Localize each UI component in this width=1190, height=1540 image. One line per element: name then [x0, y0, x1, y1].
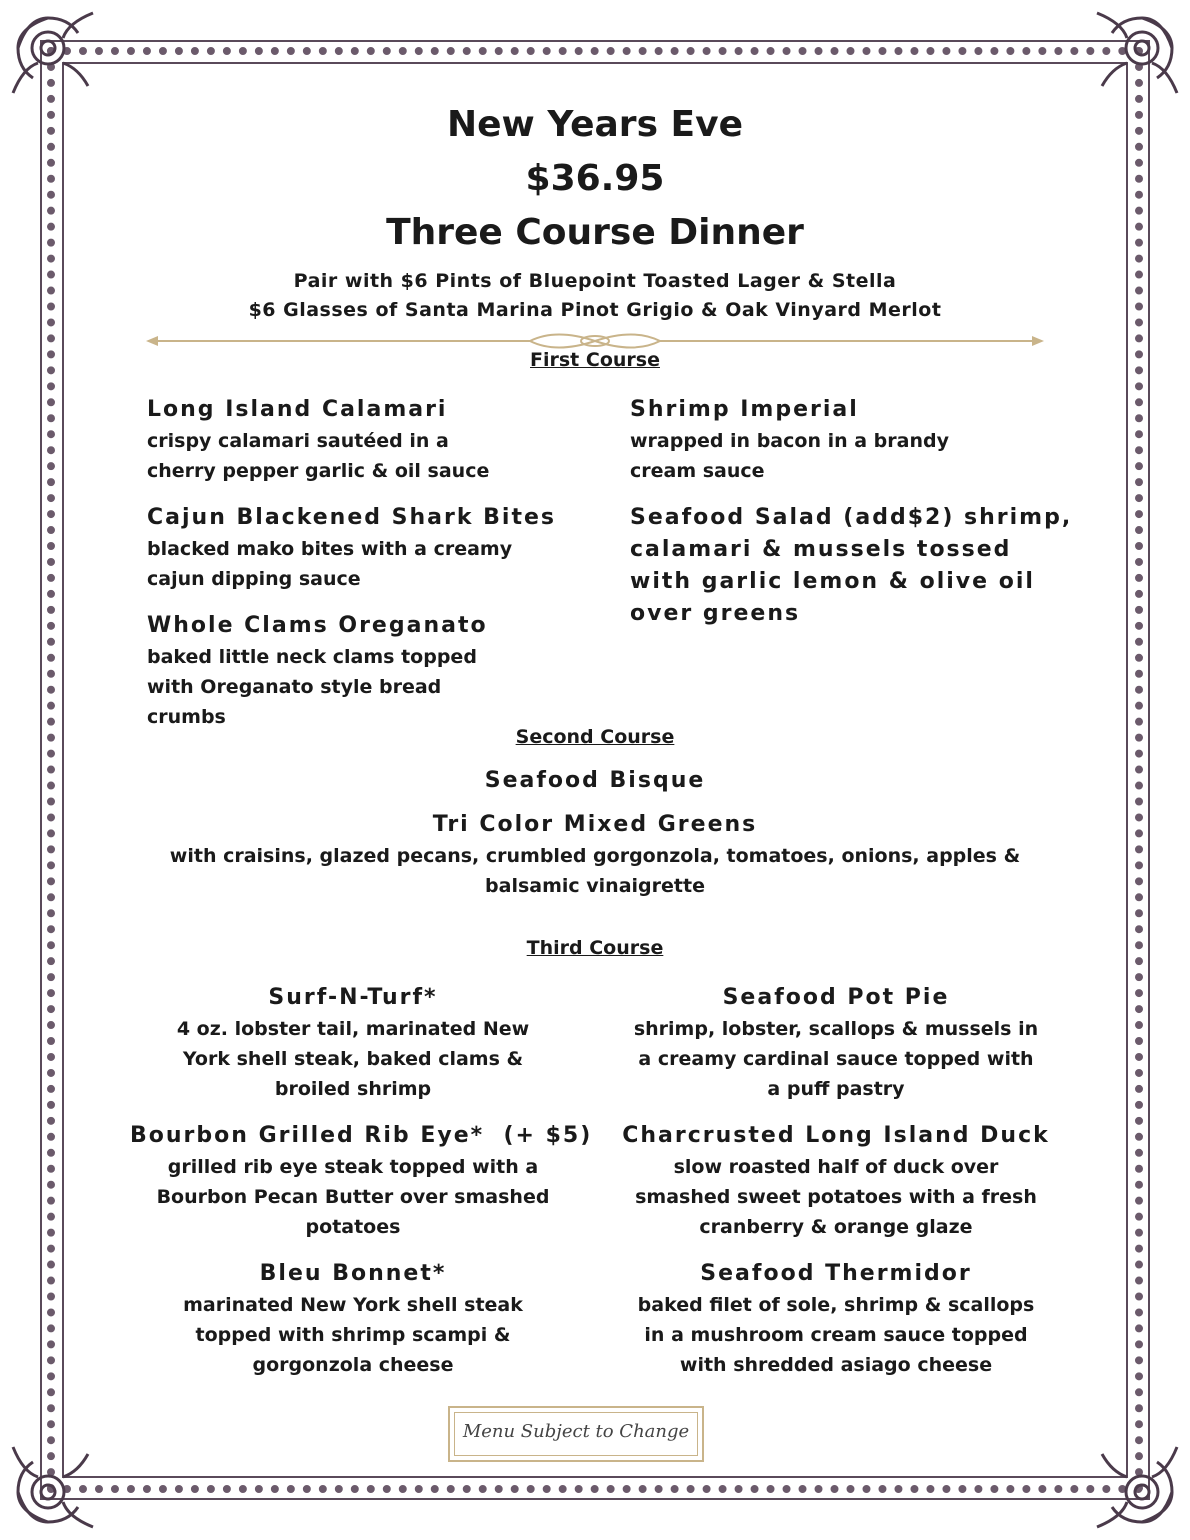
item-name: Shrimp Imperial — [630, 397, 859, 422]
item-description: cajun dipping sauce — [147, 568, 361, 590]
pairing-line-beer: Pair with $6 Pints of Bluepoint Toasted Lager & Stella — [293, 270, 897, 292]
menu-item-seafood-thermidor — [610, 1258, 1062, 1380]
item-description: a creamy cardinal sauce topped with — [638, 1048, 1034, 1070]
item-name: Bourbon Grilled Rib Eye* (+ $5) — [130, 1123, 593, 1148]
item-description: baked filet of sole, shrimp & scallops — [637, 1294, 1035, 1316]
menu-item-long-island-calamari — [147, 394, 489, 486]
menu-title: New Years Eve — [447, 104, 743, 145]
item-description: blacked mako bites with a creamy — [147, 538, 513, 560]
item-description: potatoes — [305, 1216, 401, 1238]
item-description: in a mushroom cream sauce topped — [644, 1324, 1028, 1346]
item-name: Whole Clams Oreganato — [147, 613, 488, 638]
drink-pairings — [0, 267, 1190, 325]
menu-item-shrimp-imperial — [630, 394, 949, 486]
item-description: cranberry & orange glaze — [699, 1216, 973, 1238]
third-course-heading: Third Course — [526, 937, 664, 959]
item-name: Seafood Thermidor — [700, 1261, 972, 1286]
menu-item-seafood-salad — [630, 502, 1072, 630]
item-description: cream sauce — [630, 460, 765, 482]
item-description: 4 oz. lobster tail, marinated New — [176, 1018, 530, 1040]
menu-item-seafood-pot-pie — [610, 982, 1062, 1104]
corner-flourish-icon — [8, 8, 98, 98]
item-name: Seafood Pot Pie — [722, 985, 950, 1010]
second-course-heading: Second Course — [515, 726, 675, 748]
corner-flourish-icon — [8, 1442, 98, 1532]
first-course-heading: First Course — [530, 349, 660, 371]
menu-item-surf-n-turf — [130, 982, 576, 1104]
menu-item-bleu-bonnet — [130, 1258, 576, 1380]
item-description: York shell steak, baked clams & — [182, 1048, 524, 1070]
item-text-line: over greens — [630, 601, 801, 626]
menu-subtitle: Three Course Dinner — [386, 212, 804, 253]
menu-item-tri-color-greens — [0, 809, 1190, 901]
corner-flourish-icon — [1092, 1442, 1182, 1532]
item-text-line: Seafood Salad (add$2) shrimp, — [630, 505, 1073, 530]
item-name: Long Island Calamari — [147, 397, 448, 422]
menu-header — [0, 98, 1190, 260]
item-description: crispy calamari sautéed in a — [147, 430, 449, 452]
menu-item-whole-clams-oreganato — [147, 610, 488, 732]
item-name: Seafood Bisque — [484, 768, 706, 793]
item-description: shrimp, lobster, scallops & mussels in — [633, 1018, 1039, 1040]
item-description: with craisins, glazed pecans, crumbled gorgonzola, tomatoes, onions, apples & — [169, 845, 1021, 867]
item-description: marinated New York shell steak — [183, 1294, 523, 1316]
item-name: Tri Color Mixed Greens — [432, 812, 758, 837]
item-text-line: calamari & mussels tossed — [630, 537, 1012, 562]
item-description: cherry pepper garlic & oil sauce — [147, 460, 490, 482]
item-name: Bleu Bonnet* — [259, 1261, 447, 1286]
menu-price: $36.95 — [525, 158, 665, 199]
item-description: topped with shrimp scampi & — [195, 1324, 511, 1346]
menu-item-seafood-bisque — [0, 765, 1190, 797]
menu-note-box — [448, 1406, 704, 1462]
item-description: a puff pastry — [767, 1078, 905, 1100]
item-description: slow roasted half of duck over — [673, 1156, 999, 1178]
item-name: Charcrusted Long Island Duck — [622, 1123, 1050, 1148]
item-description: baked little neck clams topped — [147, 646, 477, 668]
item-description: wrapped in bacon in a brandy — [630, 430, 949, 452]
item-text-line: with garlic lemon & olive oil — [630, 569, 1035, 594]
item-description: broiled shrimp — [274, 1078, 432, 1100]
item-description: with shredded asiago cheese — [679, 1354, 993, 1376]
menu-item-cajun-shark-bites — [147, 502, 556, 594]
menu-note-text: Menu Subject to Change — [462, 1421, 690, 1442]
pairing-line-wine: $6 Glasses of Santa Marina Pinot Grigio & Oak Vinyard Merlot — [248, 299, 942, 321]
item-name: Surf-N-Turf* — [268, 985, 438, 1010]
menu-item-charcrusted-duck — [610, 1120, 1062, 1242]
item-description: smashed sweet potatoes with a fresh — [635, 1186, 1037, 1208]
item-description: Bourbon Pecan Butter over smashed — [156, 1186, 550, 1208]
item-description: balsamic vinaigrette — [485, 875, 705, 897]
item-description: with Oreganato style bread — [147, 676, 442, 698]
corner-flourish-icon — [1092, 8, 1182, 98]
item-name: Cajun Blackened Shark Bites — [147, 505, 556, 530]
item-description: gorgonzola cheese — [252, 1354, 454, 1376]
menu-item-bourbon-rib-eye — [130, 1120, 593, 1242]
item-description: crumbs — [147, 706, 226, 728]
item-description: grilled rib eye steak topped with a — [167, 1156, 539, 1178]
